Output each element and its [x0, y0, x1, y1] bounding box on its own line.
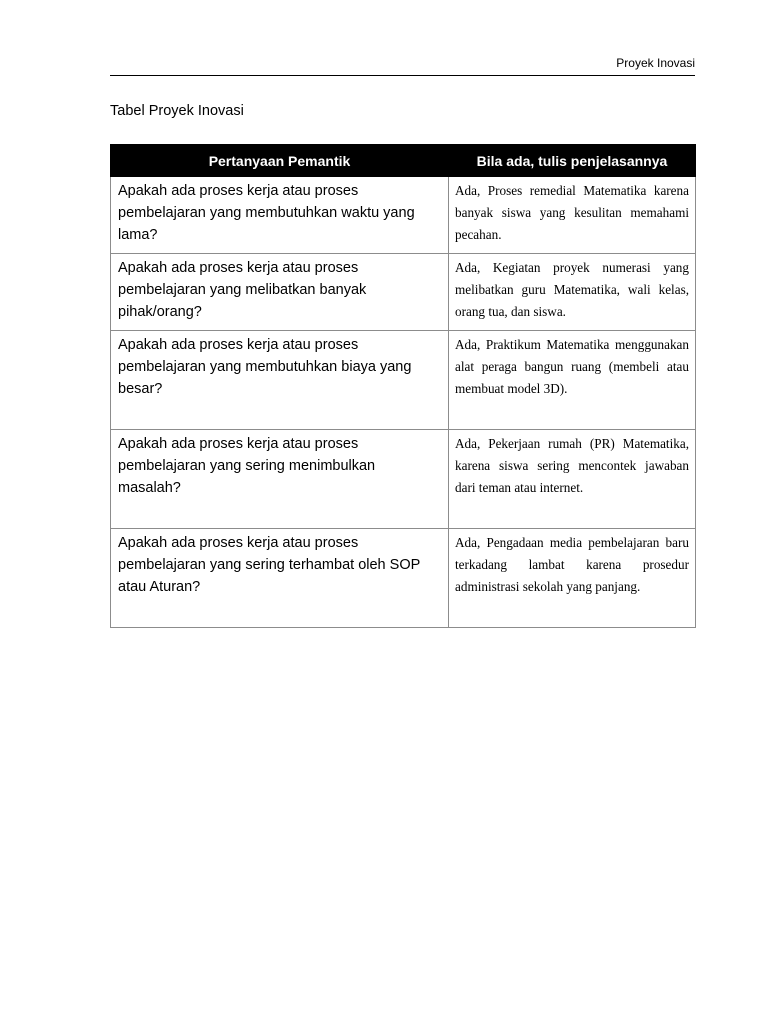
- question-cell: Apakah ada proses kerja atau proses pembelajaran yang membutuhkan biaya yang besar?: [111, 331, 449, 430]
- document-title: Tabel Proyek Inovasi: [110, 103, 244, 119]
- page-header: [110, 56, 695, 76]
- answer-cell: Ada, Kegiatan proyek numerasi yang melibatkan guru Matematika, wali kelas, orang tua, dan siswa.: [449, 254, 696, 331]
- innovation-project-table: [110, 144, 696, 628]
- column-header-explanation: Bila ada, tulis penjelasannya: [449, 145, 696, 177]
- question-cell: Apakah ada proses kerja atau proses pembelajaran yang sering terhambat oleh SOP atau Aturan?: [111, 529, 449, 628]
- question-cell: Apakah ada proses kerja atau proses pembelajaran yang membutuhkan waktu yang lama?: [111, 177, 449, 254]
- question-cell: Apakah ada proses kerja atau proses pembelajaran yang sering menimbulkan masalah?: [111, 430, 449, 529]
- answer-cell: Ada, Pengadaan media pembelajaran baru terkadang lambat karena prosedur administrasi sekolah yang panjang.: [449, 529, 696, 628]
- answer-cell: Ada, Praktikum Matematika menggunakan alat peraga bangun ruang (membeli atau membuat model 3D).: [449, 331, 696, 430]
- table-header-row: [111, 145, 696, 177]
- answer-cell: Ada, Pekerjaan rumah (PR) Matematika, karena siswa sering mencontek jawaban dari teman atau internet.: [449, 430, 696, 529]
- running-header-title: Proyek Inovasi: [616, 56, 695, 70]
- table-row: [111, 529, 696, 628]
- table-row: [111, 177, 696, 254]
- table-row: [111, 331, 696, 430]
- answer-cell: Ada, Proses remedial Matematika karena banyak siswa yang kesulitan memahami pecahan.: [449, 177, 696, 254]
- question-cell: Apakah ada proses kerja atau proses pembelajaran yang melibatkan banyak pihak/orang?: [111, 254, 449, 331]
- column-header-guiding-question: Pertanyaan Pemantik: [111, 145, 449, 177]
- table-row: [111, 430, 696, 529]
- table-row: [111, 254, 696, 331]
